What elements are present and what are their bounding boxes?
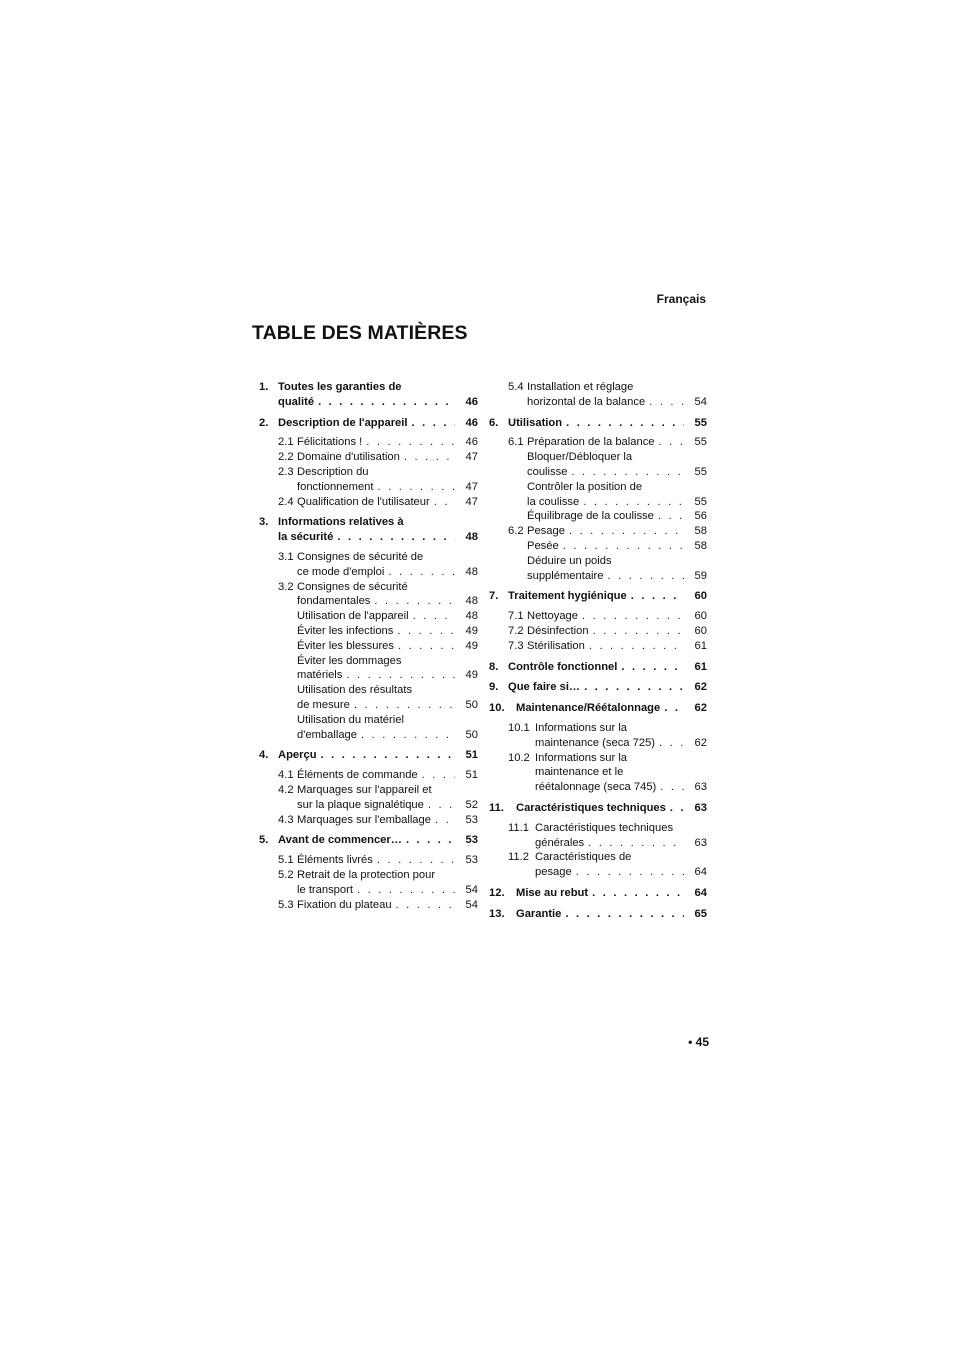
- toc-entry-10[interactable]: 10. Maintenance/Réétalonnage . . . 62: [489, 701, 707, 716]
- toc-entry-5-3[interactable]: 5.3 Fixation du plateau . . . 54: [259, 898, 478, 913]
- toc-entry-3-1[interactable]: 3.1 Consignes de sécurité de ce mode d'emploi . . . 48: [259, 550, 478, 580]
- toc-entry-4[interactable]: 4. Aperçu . . . 51: [259, 748, 478, 763]
- toc-entry-11[interactable]: 11. Caractéristiques techniques . . . 63: [489, 801, 707, 816]
- toc-entry-6-2[interactable]: 6.2 Pesage . . . 58: [489, 524, 707, 539]
- toc-entry-7-3[interactable]: 7.3 Stérilisation . . . 61: [489, 639, 707, 654]
- toc-entry-8[interactable]: 8. Contrôle fonctionnel . . . 61: [489, 660, 707, 675]
- toc-entry-11-2[interactable]: 11.2 Caractéristiques de pesage . . . 64: [489, 850, 707, 880]
- toc-entry-10-2[interactable]: 10.2 Informations sur la maintenance et le réétalonnage (seca 745) . . . 63: [489, 751, 707, 795]
- toc-entry-6-2-a[interactable]: Pesée . . . 58: [489, 539, 707, 554]
- toc-entry-9[interactable]: 9. Que faire si… . . . 62: [489, 680, 707, 695]
- toc-entry-6-1[interactable]: 6.1 Préparation de la balance . . . 55: [489, 435, 707, 450]
- toc-entry-5-1[interactable]: 5.1 Éléments livrés . . . 53: [259, 853, 478, 868]
- toc-column-right: [489, 380, 707, 927]
- page-title: TABLE DES MATIÈRES: [252, 322, 468, 344]
- toc-entry-7[interactable]: 7. Traitement hygiénique . . . 60: [489, 589, 707, 604]
- toc-entry-2[interactable]: 2. Description de l'appareil . . . 46: [259, 416, 478, 431]
- toc-entry-6[interactable]: 6. Utilisation . . . 55: [489, 416, 707, 431]
- toc-entry-6-2-b[interactable]: Déduire un poids supplémentaire . . . 59: [489, 554, 707, 584]
- toc-entry-1[interactable]: 1. Toutes les garanties de qualité . . . 46: [259, 380, 478, 410]
- toc-entry-10-1[interactable]: 10.1 Informations sur la maintenance (seca 725) . . . 62: [489, 721, 707, 751]
- toc-entry-3-2-a[interactable]: Utilisation de l'appareil . . . 48: [259, 609, 478, 624]
- toc-entry-2-4[interactable]: 2.4 Qualification de l'utilisateur . . . 47: [259, 495, 478, 510]
- toc-entry-3-2-c[interactable]: Éviter les blessures . . . 49: [259, 639, 478, 654]
- toc-page-number: 46: [465, 395, 478, 408]
- toc-entry-2-1[interactable]: 2.1 Félicitations ! . . . 46: [259, 435, 478, 450]
- toc-entry-7-2[interactable]: 7.2 Désinfection . . . 60: [489, 624, 707, 639]
- toc-entry-6-1-c[interactable]: Équilibrage de la coulisse . . . 56: [489, 509, 707, 524]
- toc-entry-5-4[interactable]: 5.4 Installation et réglage horizontal de la balance . . . 54: [489, 380, 707, 410]
- toc-entry-6-1-b[interactable]: Contrôler la position de la coulisse . . . 55: [489, 480, 707, 510]
- toc-entry-4-2[interactable]: 4.2 Marquages sur l'appareil et sur la plaque signalétique . . . 52: [259, 783, 478, 813]
- toc-entry-5[interactable]: 5. Avant de commencer… . . . 53: [259, 833, 478, 848]
- toc-entry-2-3[interactable]: 2.3 Description du fonctionnement . . . 47: [259, 465, 478, 495]
- toc-entry-4-3[interactable]: 4.3 Marquages sur l'emballage . . . 53: [259, 813, 478, 828]
- toc-entry-7-1[interactable]: 7.1 Nettoyage . . . 60: [489, 609, 707, 624]
- toc-entry-2-2[interactable]: 2.2 Domaine d'utilisation . . . 47: [259, 450, 478, 465]
- toc-entry-3-2-d[interactable]: Éviter les dommages matériels . . . 49: [259, 654, 478, 684]
- toc-column-left: [259, 380, 478, 912]
- toc-entry-5-2[interactable]: 5.2 Retrait de la protection pour le transport . . . 54: [259, 868, 478, 898]
- language-label: Français: [656, 292, 706, 306]
- toc-entry-13[interactable]: 13. Garantie . . . 65: [489, 907, 707, 922]
- toc-entry-12[interactable]: 12. Mise au rebut . . . 64: [489, 886, 707, 901]
- toc-entry-3-2[interactable]: 3.2 Consignes de sécurité fondamentales . . . 48: [259, 580, 478, 610]
- toc-entry-4-1[interactable]: 4.1 Éléments de commande . . . 51: [259, 768, 478, 783]
- toc-entry-6-1-a[interactable]: Bloquer/Débloquer la coulisse . . . 55: [489, 450, 707, 480]
- toc-entry-11-1[interactable]: 11.1 Caractéristiques techniques générales . . . 63: [489, 821, 707, 851]
- page-number: • 45: [688, 1035, 709, 1049]
- toc-entry-3[interactable]: 3. Informations relatives à la sécurité . . . 48: [259, 515, 478, 545]
- toc-entry-3-2-b[interactable]: Éviter les infections . . . 49: [259, 624, 478, 639]
- toc-entry-3-2-e[interactable]: Utilisation des résultats de mesure . . . 50: [259, 683, 478, 713]
- toc-entry-3-2-f[interactable]: Utilisation du matériel d'emballage . . . 50: [259, 713, 478, 743]
